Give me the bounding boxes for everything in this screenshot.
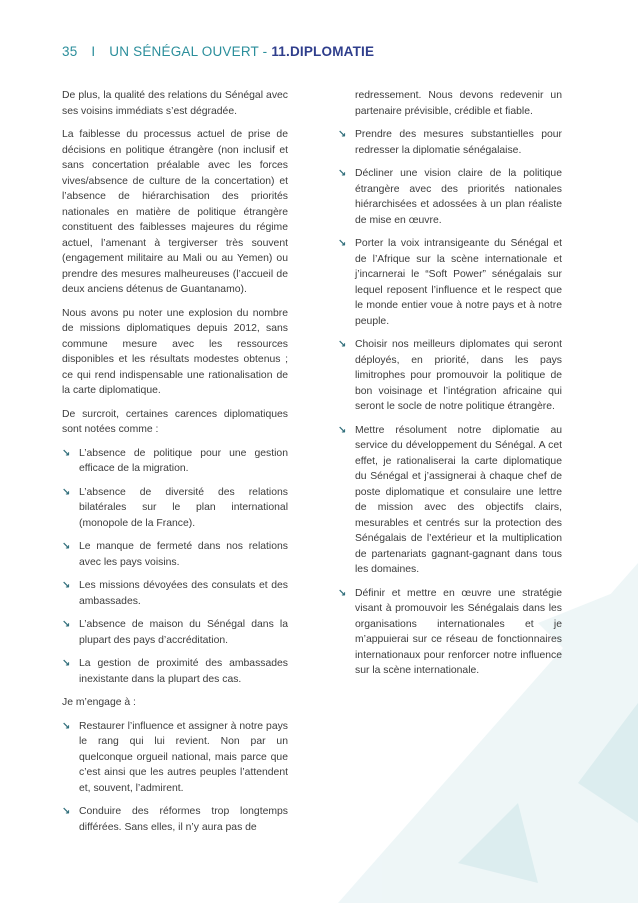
paragraph: De surcroit, certaines carences diplomatiques sont notées comme : (62, 408, 288, 435)
arrow-down-right-icon: ↘ (62, 541, 71, 552)
arrow-down-right-icon: ↘ (338, 168, 347, 179)
bullet-item (338, 236, 562, 329)
bullet-item (62, 719, 288, 797)
arrow-down-right-icon: ↘ (62, 580, 71, 591)
left-column (62, 88, 288, 843)
bullet-item (338, 586, 562, 679)
bullet-text: Restaurer l’influence et assigner à notre pays le rang qui lui revient. Non par un quelconque orgueil national, mais parce que c’est ainsi que les autres peuples l’attendent et, souvent, l’admirent. (79, 720, 288, 794)
bullet-item (338, 127, 562, 158)
arrow-down-right-icon: ↘ (62, 806, 71, 817)
paragraph: Je m’engage à : (62, 697, 136, 708)
header-separator: I (91, 44, 96, 59)
arrow-down-right-icon: ↘ (338, 339, 347, 350)
bullet-text: L’absence de diversité des relations bilatérales sur le plan international (monopole de la France). (79, 486, 288, 529)
bullet-text: L’absence de maison du Sénégal dans la plupart des pays d’accréditation. (79, 619, 288, 646)
paragraph: De plus, la qualité des relations du Sénégal avec ses voisins immédiats s’est dégradée. (62, 90, 288, 117)
bullet-item (62, 485, 288, 532)
arrow-down-right-icon: ↘ (62, 619, 71, 630)
arrow-down-right-icon: ↘ (62, 447, 71, 459)
arrow-down-right-icon: ↘ (62, 720, 71, 732)
bullet-item (62, 804, 288, 835)
bullet-text: Prendre des mesures substantielles pour redresser la diplomatie sénégalaise. (355, 129, 562, 156)
bullet-text: Mettre résolument notre diplomatie au service du développement du Sénégal. A cet effet, je rationaliserai la carte diplomatique du Sénégal et j’assignerai à chaque chef de poste diplomatique et consulaire une lettre de mission avec des objectifs clairs, mesurables et centrés sur la protection des Sénégalais de l’extérieur et la multiplication de partenariats gagnant-gagnant dans tous les domaines. (355, 424, 562, 575)
header-title: UN SÉNÉGAL OUVERT - (109, 44, 272, 59)
arrow-down-right-icon: ↘ (338, 424, 347, 436)
bullet-text: La gestion de proximité des ambassades inexistante dans la plupart des cas. (79, 658, 288, 685)
header-section: 11.DIPLOMATIE (271, 44, 375, 59)
bullet-text: Porter la voix intransigeante du Sénégal et de l’Afrique sur la scène internationale et j’incarnerai le “Soft Power” sénégalais sur lequel reposent l’influence et le respect que le monde entier voue à notre pays et à notre peuple. (355, 238, 562, 327)
bullet-text: Le manque de fermeté dans nos relations avec les pays voisins. (79, 541, 288, 568)
bullet-continuation: redressement. Nous devons redevenir un partenaire prévisible, crédible et fiable. (355, 90, 562, 117)
bullet-item (338, 423, 562, 578)
bullet-text: Décliner une vision claire de la politique étrangère avec des priorités nationales hiérarchisées et adossées à un plan réaliste de mise en œuvre. (355, 168, 562, 226)
bullet-item (62, 446, 288, 477)
paragraph: La faiblesse du processus actuel de prise de décisions en politique étrangère (non inclusif et sans concertation préalable avec les forces vives/absence de culture de la concertation) et l’absence de hiérarchisation des priorités nationales en matière de politique étrangère constituent des faiblesses majeures du régime actuel, l’amenant à tergiverser très souvent (engagement militaire au Mali ou au Yemen) ou prendre des mesures malheureuses (l’accueil de deux anciens détenus de Guantanamo). (62, 129, 288, 295)
bullet-item (338, 337, 562, 415)
right-column (338, 88, 562, 687)
arrow-down-right-icon: ↘ (62, 486, 71, 498)
bullet-item (62, 578, 288, 609)
page-number: 35 (62, 44, 78, 59)
bullet-text: Les missions dévoyées des consulats et des ambassades. (79, 580, 288, 607)
bullet-text: Choisir nos meilleurs diplomates qui seront déployés, en priorité, dans les pays limitrophes pour promouvoir la politique de bon voisinage et l’intégration africaine qui seront le socle de notre politique étrangère. (355, 339, 562, 412)
bullet-item (62, 617, 288, 648)
bullet-item (338, 166, 562, 228)
arrow-down-right-icon: ↘ (62, 658, 71, 669)
arrow-down-right-icon: ↘ (338, 587, 347, 599)
bullet-text: Conduire des réformes trop longtemps différées. Sans elles, il n’y aura pas de (79, 806, 288, 833)
arrow-down-right-icon: ↘ (338, 238, 347, 249)
arrow-down-right-icon: ↘ (338, 129, 347, 140)
bullet-text: Définir et mettre en œuvre une stratégie visant à promouvoir les Sénégalais dans les organisations internationales et je m’appuierai sur ce réseau de fonctionnaires internationaux pour renforcer notre influence sur la scène internationale. (355, 587, 562, 676)
page-header (62, 44, 374, 59)
paragraph: Nous avons pu noter une explosion du nombre de missions diplomatiques depuis 2012, sans commune mesure avec les ressources disponibles et les résultats modestes obtenus ; ce qui rend indispensable une rationalisation de la carte diplomatique. (62, 307, 288, 396)
bullet-text: L’absence de politique pour une gestion efficace de la migration. (79, 447, 288, 474)
bullet-item (62, 656, 288, 687)
bullet-item (62, 539, 288, 570)
